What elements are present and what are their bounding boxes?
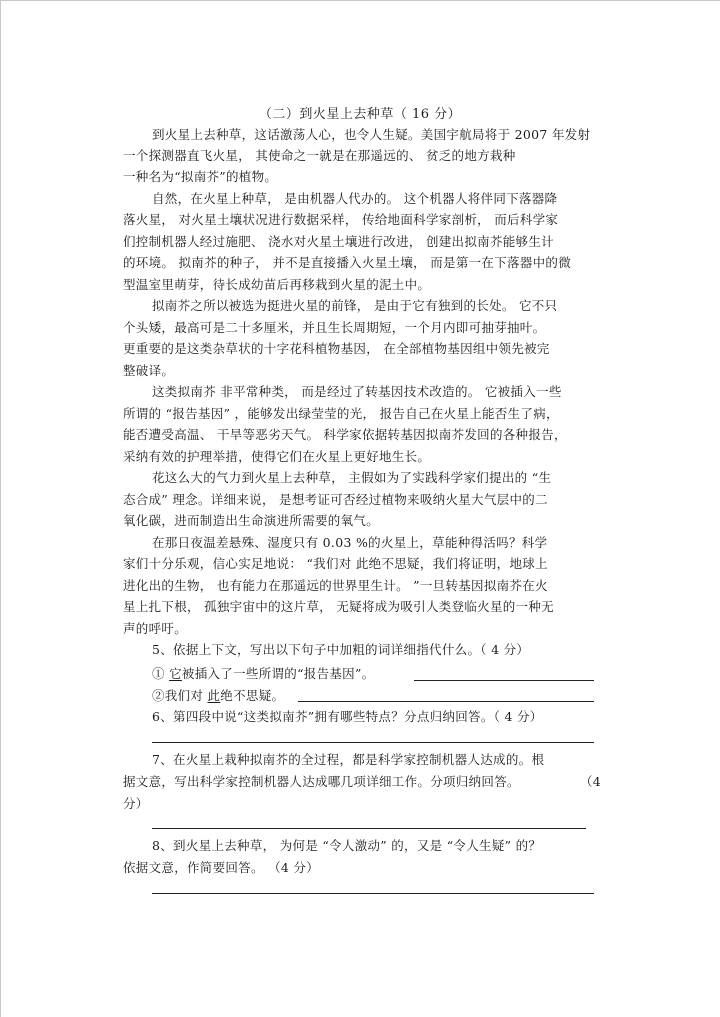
question-7-score: （4: [580, 774, 602, 789]
passage-line: 家们十分乐观，信心实足地说： “我们对 此绝不思疑，我们将证明，地球上: [123, 556, 548, 571]
passage-line: 采纳有效的护理举措，使得它们在火星上更好地生长。: [123, 449, 431, 464]
passage-line: 落火星， 对火星土壤状况进行数据采样， 传给地面科学家剖析， 而后科学家: [123, 212, 559, 227]
question-5-2: [152, 688, 284, 704]
q5-2-prefix: ②我们对: [152, 688, 208, 703]
q5-1-keyword: 它: [169, 666, 182, 681]
passage-line: 所谓的 “报告基因” ，能够发出绿莹莹的光， 报告自己在火星上能否生了病，: [123, 406, 559, 421]
passage-line: 型温室里萌芽，待长成幼苗后再移栽到火星的泥土中。: [123, 277, 431, 292]
passage-line: 到火星上去种草，这话激荡人心，也令人生疑。美国宇航局将于 2007 年发射: [152, 127, 591, 142]
q5-1-prefix: ①: [152, 666, 170, 681]
question-7-line-2: 据文意，写出科学家控制机器人达成哪几项详细工作。分项归纳回答。: [123, 774, 520, 789]
passage-line: 能否遭受高温、 干旱等恶劣天气。 科学家依据转基因拟南芥发回的各种报告，: [123, 427, 567, 442]
question-8-line-1: 8、到火星上去种草， 为何是 “令人激动” 的，又是 “令人生疑” 的？: [152, 838, 542, 853]
passage-line: 花这么大的气力到火星上去种草， 主假如为了实践科学家们提出的 “生: [152, 470, 552, 485]
passage-line: 个头矮，最高可是二十多厘米，并且生长周期短，一个月内即可抽芽抽叶。: [123, 320, 546, 335]
question-7-score-unit: 分）: [123, 796, 149, 811]
passage-line: 声的呼吁。: [123, 621, 188, 636]
passage-line: 在那日夜温差悬殊、湿度只有 0.03 %的火星上，草能种得活吗？科学: [152, 535, 548, 550]
passage-line: 氧化碳，进而制造出生命演进所需要的氧气。: [123, 513, 380, 528]
passage-line: 整破译。: [123, 363, 175, 378]
passage-line: 一个探测器直飞火星， 其使命之一就是在那遥远的、 贫乏的地方栽种: [123, 148, 516, 163]
answer-line-8[interactable]: [152, 893, 594, 894]
passage-line: 进化出的生物， 也有能力在那遥远的世界里生计。 ”一旦转基因拟南芥在火: [123, 578, 548, 593]
question-6: 6、第四段中说“这类拟南芥”拥有哪些特点？分点归纳回答。（ 4 分）: [152, 709, 543, 724]
passage-line: 们控制机器人经过施肥、 浇水对火星土壤进行改进， 创建出拟南芥能够生计: [123, 234, 554, 249]
passage-line: 一种名为“拟南芥”的植物。: [123, 169, 278, 184]
passage-line: 态合成” 理念。详细来说， 是想考证可否经过植物来吸纳火星大气层中的二: [123, 492, 548, 507]
passage-line: 星上扎下根， 孤独宇宙中的这片草， 无疑将成为吸引人类登临火星的一种无: [123, 599, 554, 614]
answer-line-5-2[interactable]: [298, 701, 594, 702]
passage-line: 自然，在火星上种草， 是由机器人代办的。 这个机器人将伴同下落器降: [152, 191, 558, 206]
q5-1-text: 被插入了一些所谓的“报告基因”。: [181, 666, 375, 681]
passage-line: 更重要的是这类杂草状的十字花科植物基因， 在全部植物基因组中领先被完: [123, 341, 550, 356]
answer-line-6[interactable]: [152, 742, 594, 743]
question-8-line-2: 依据文意，作简要回答。 （4 分）: [123, 860, 320, 875]
answer-line-5-1[interactable]: [414, 680, 594, 681]
passage-line: 拟南芥之所以被选为挺进火星的前锋， 是由于它有独到的长处。 它不只: [152, 298, 558, 313]
passage-line: 的环境。 拟南芥的种子， 并不是直接播入火星土壤， 而是第一在下落器中的微: [123, 255, 572, 270]
section-title: （二）到火星上去种草（ 16 分）: [258, 107, 462, 122]
question-5: 5、依据上下文，写出以下句子中加粗的词详细指代什么。（ 4 分）: [152, 642, 530, 657]
question-5-1: [152, 666, 374, 682]
answer-line-7[interactable]: [152, 828, 586, 829]
q5-2-text: 绝不思疑。: [220, 688, 285, 703]
passage-line: 这类拟南芥 非平常种类， 而是经过了转基因技术改造的。 它被插入一些: [152, 384, 562, 399]
q5-2-keyword: 此: [207, 688, 221, 703]
question-7-line-1: 7、在火星上栽种拟南芥的全过程，都是科学家控制机器人达成的。根: [152, 752, 545, 767]
